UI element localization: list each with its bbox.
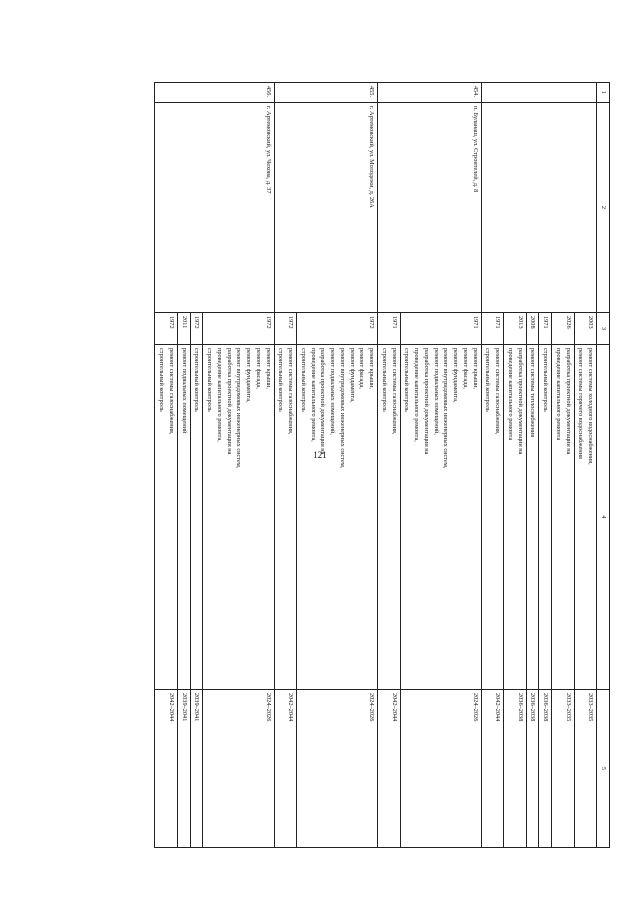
period-cell: 2042–2044 [378,690,401,848]
header-cell: 2 [597,103,610,313]
period-cell: 2036–2038 [526,690,539,848]
period-cell: 2036–2038 [539,690,552,848]
work-cell: ремонт крыши, ремонт фасада, ремонт фундамента, ремонт внутридомовых инженерных систем, ремонт подвальных помещений, разработка проектной документации на проведение капитального ремонта, строительный контроль [297,345,378,690]
work-cell: ремонт системы газоснабжения, строительный контроль [274,345,297,690]
year-cell: 1971 [400,313,481,345]
period-cell: 2033–2035 [574,690,597,848]
address-cell [481,103,597,313]
year-cell: 1972 [155,313,178,345]
year-cell: 2026 [552,313,575,345]
work-cell: ремонт крыши, ремонт фасада, ремонт фундамента, ремонт внутридомовых инженерных систем, разработка проектной документации на проведение капитального ремонта, строительный контроль [203,345,274,690]
year-cell: 2003 [574,313,597,345]
year-cell: 1972 [297,313,378,345]
period-cell: 2039–2041 [190,690,203,848]
table-row [297,83,378,848]
year-cell: 1971 [539,313,552,345]
header-row [597,83,610,848]
table-row [574,83,597,848]
year-cell: 2008 [526,313,539,345]
work-cell: ремонт системы теплоснабжения [526,345,539,690]
period-cell: 2024–2026 [400,690,481,848]
period-cell: 2042–2044 [155,690,178,848]
work-cell: строительный контроль [539,345,552,690]
address-cell: п. Буланаш, ул. Строителей, д. 8 [378,103,482,313]
table-row [203,83,274,848]
address-cell: г. Артемовский, ул. Чехова, д. 37 [155,103,274,313]
page-number: 121 [313,450,327,460]
year-cell: 1971 [481,313,504,345]
work-cell: ремонт подвальных помещений [178,345,191,690]
period-cell: 2024–2026 [203,690,274,848]
period-cell: 2039–2041 [178,690,191,848]
work-cell: ремонт крыши, ремонт фасада, ремонт фундамента, ремонт внутридомовых инженерных систем, ремонт подвальных помещений, разработка проектной документации на проведение капитального ремонта, строительный контроль [400,345,481,690]
work-cell: ремонт системы холодного водоснабжения, ремонт системы горячего водоснабжения [574,345,597,690]
row-number [481,83,597,103]
period-cell: 2042–2044 [274,690,297,848]
rotated-table-wrapper [88,82,610,847]
header-cell: 1 [597,83,610,103]
row-number: 454. [378,83,482,103]
period-cell: 2024–2026 [297,690,378,848]
period-cell: 2033–2035 [552,690,575,848]
work-cell: строительный контроль [190,345,203,690]
address-cell: г. Артемовский, ул. Молодежи, д. 26А [274,103,378,313]
work-cell: разработка проектной документации на проведение капитального ремонта [504,345,527,690]
row-number: 456. [155,83,274,103]
year-cell: 2011 [178,313,191,345]
year-cell: 1972 [274,313,297,345]
table-row [400,83,481,848]
year-cell: 1972 [203,313,274,345]
header-cell: 4 [597,345,610,690]
row-number: 455. [274,83,378,103]
header-cell: 5 [597,690,610,848]
period-cell: 2042–2044 [481,690,504,848]
repair-schedule-table [155,82,611,848]
year-cell: 1971 [378,313,401,345]
work-cell: ремонт системы газоснабжения, строительный контроль [481,345,504,690]
period-cell: 2036–2038 [504,690,527,848]
year-cell: 2013 [504,313,527,345]
year-cell: 1972 [190,313,203,345]
work-cell: ремонт системы газоснабжения, строительный контроль [155,345,178,690]
work-cell: разработка проектной документации на проведение капитального ремонта [552,345,575,690]
work-cell: ремонт системы газоснабжения, строительный контроль [378,345,401,690]
header-cell: 3 [597,313,610,345]
